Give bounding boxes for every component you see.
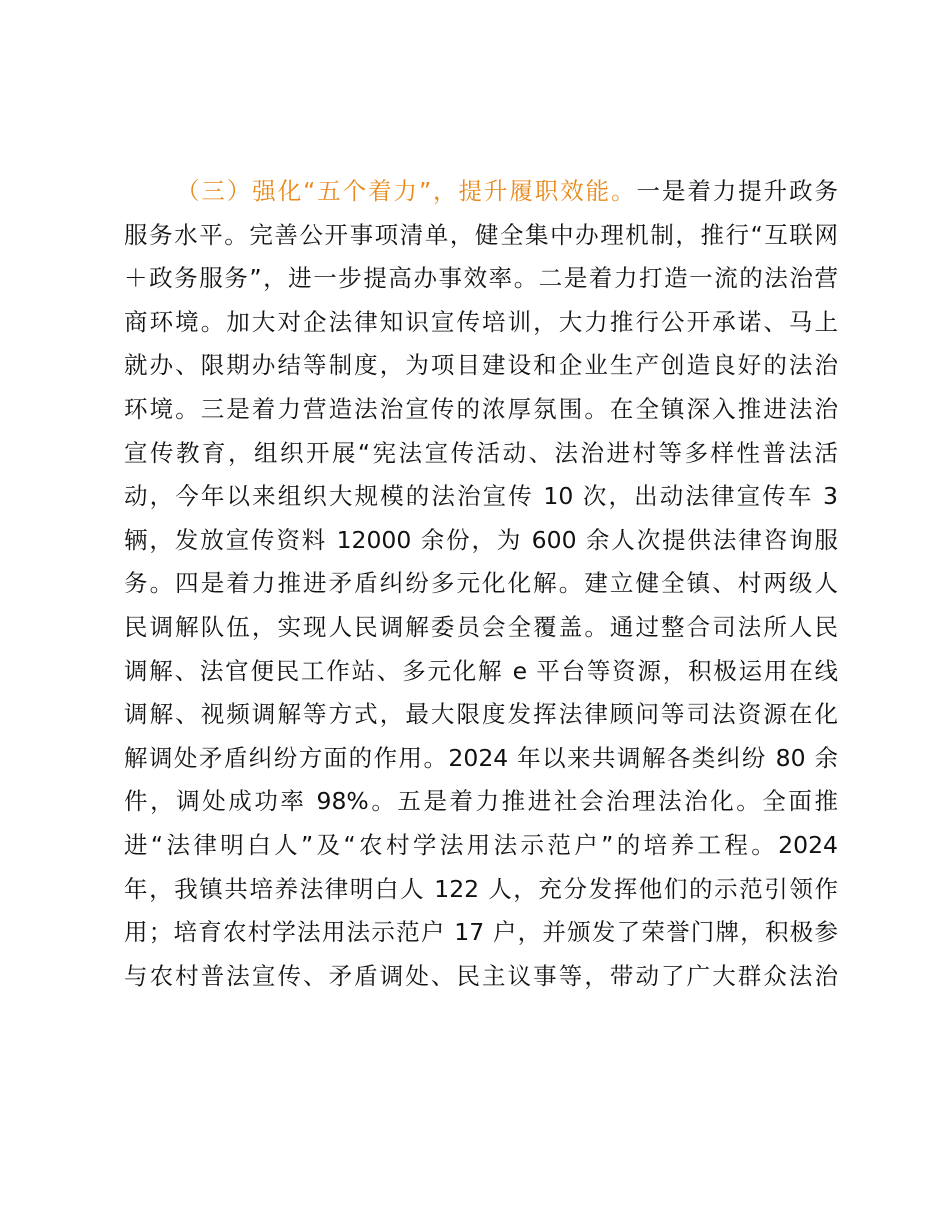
text-line: 进“法律明白人”及“农村学法用法示范户”的培养工程。2024 — [124, 830, 838, 859]
text-line: 年，我镇共培养法律明白人 122 人，充分发挥他们的示范引领作 — [124, 874, 838, 903]
text-line: 民调解队伍，实现人民调解委员会全覆盖。通过整合司法所人民 — [124, 612, 838, 641]
first-line-text: 一是着力提升政务 — [636, 177, 838, 205]
text-line: 与农村普法宣传、矛盾调处、民主议事等，带动了广大群众法治 — [124, 961, 838, 990]
text-line: 用；培育农村学法用法示范户 17 户，并颁发了荣誉门牌，积极参 — [124, 918, 838, 947]
text-line: 解调处矛盾纠纷方面的作用。2024 年以来共调解各类纠纷 80 余 — [124, 743, 838, 772]
text-line: 调解、视频调解等方式，最大限度发挥法律顾问等司法资源在化 — [124, 700, 838, 729]
text-line: 调解、法官便民工作站、多元化解 e 平台等资源，积极运用在线 — [124, 656, 838, 685]
text-line: 动，今年以来组织大规模的法治宣传 10 次，出动法律宣传车 3 — [124, 482, 838, 511]
text-line: 就办、限期办结等制度，为项目建设和企业生产创造良好的法治 — [124, 351, 838, 380]
text-line: 宣传教育，组织开展“宪法宣传活动、法治进村等多样性普法活 — [124, 438, 838, 467]
body-paragraph — [124, 170, 838, 998]
text-line: 服务水平。完善公开事项清单，健全集中办理机制，推行“互联网 — [124, 220, 838, 249]
text-line: 环境。三是着力营造法治宣传的浓厚氛围。在全镇深入推进法治 — [124, 394, 838, 423]
text-line: ＋政务服务”，进一步提高办事效率。二是着力打造一流的法治营 — [124, 264, 838, 293]
text-line: 务。四是着力推进矛盾纠纷多元化化解。建立健全镇、村两级人 — [124, 569, 838, 598]
section-heading: （三）强化“五个着力”，提升履职效能。 — [176, 177, 637, 205]
text-line: 件，调处成功率 98%。五是着力推进社会治理法治化。全面推 — [124, 787, 838, 816]
paragraph-first-line — [124, 170, 838, 214]
text-line: 辆，发放宣传资料 12000 余份，为 600 余人次提供法律咨询服 — [124, 525, 838, 554]
text-line: 商环境。加大对企法律知识宣传培训，大力推行公开承诺、马上 — [124, 307, 838, 336]
